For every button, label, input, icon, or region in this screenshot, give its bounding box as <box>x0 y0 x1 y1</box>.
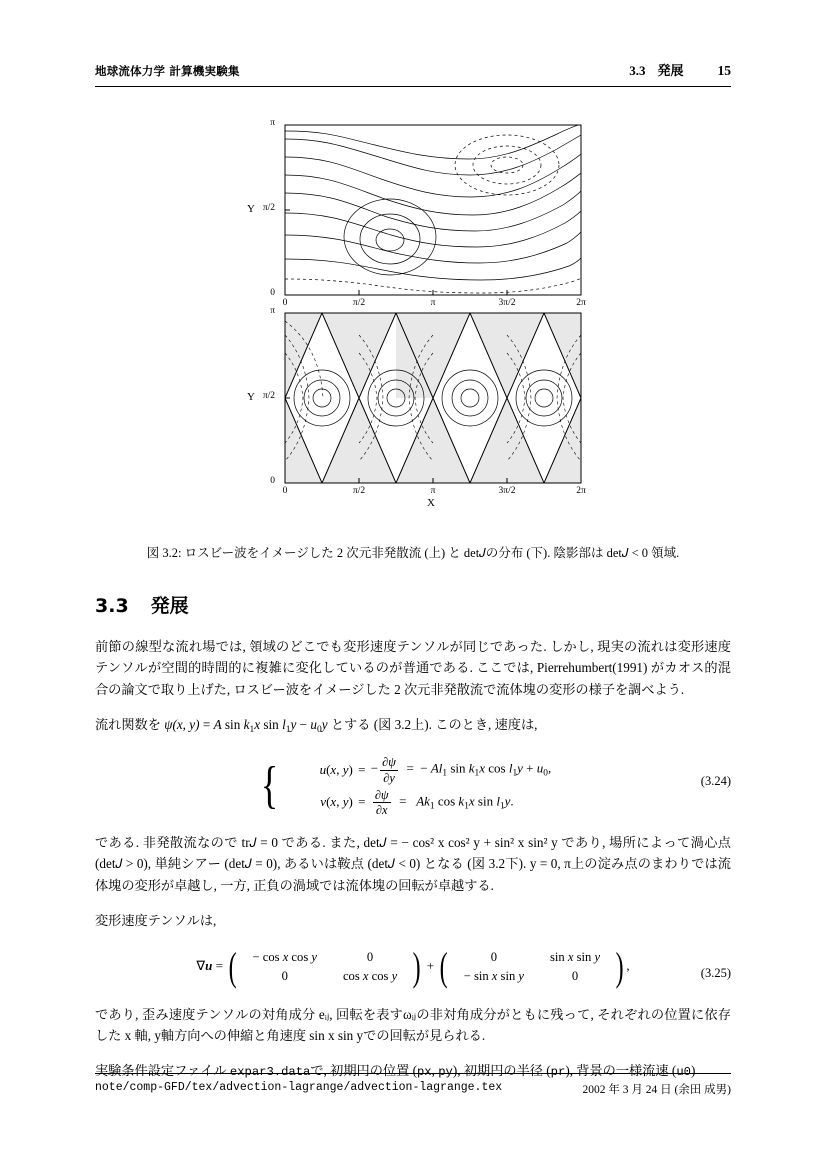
lower-ytick-pi: π <box>270 306 275 316</box>
upper-ytick-pi-half: π/2 <box>262 203 275 213</box>
page-footer <box>95 1073 731 1097</box>
equation-3-25-lhs: ∇u = <box>196 957 223 973</box>
figure-svg <box>95 113 731 513</box>
lower-xtick-2pi: 2π <box>576 486 586 496</box>
param-u0: u0 <box>676 1065 691 1080</box>
config-file-name: expar3.data <box>229 1065 311 1080</box>
equation-3-24-number: (3.24) <box>700 774 731 789</box>
figure-caption: 図 3.2: ロスビー波をイメージした 2 次元非発散流 (上) と det𝐽の分布 (下). 陰影部は det𝐽 < 0 領域. <box>146 546 680 560</box>
upper-ytick-pi: π <box>270 118 275 128</box>
paragraph-2-math: ψ <box>164 717 173 733</box>
equation-3-24-line-1: u(x, y) = − $\frac{\partial\psi}{\partial y}$ = − $Al_1$ $\sin k_1x$ $\cos l_1y + u_0$, <box>319 755 552 785</box>
lower-xtick-pi-half: π/2 <box>352 486 366 496</box>
footer-path <box>95 1081 582 1097</box>
figure-3-2 <box>95 113 731 561</box>
lower-x-axis-label: X <box>427 497 435 509</box>
lower-xtick-pi: π <box>430 486 436 496</box>
running-head-section-number: 3.3 <box>629 63 646 78</box>
paragraph-2: 流れ関数を ψ(x, y) = A $\sin k_1x$ $\sin l_1y - u_0y$ とする (図 3.2上). このとき, 速度は, <box>95 717 538 735</box>
param-pr: pr <box>550 1065 566 1080</box>
lower-ytick-zero: 0 <box>270 476 275 486</box>
upper-xtick-pi-half: π/2 <box>352 298 366 308</box>
equation-3-25-tail: , <box>626 957 630 973</box>
section-heading-title: 発展 <box>150 595 189 617</box>
section-heading-number: 3.3 <box>95 595 129 617</box>
lower-ytick-pi-half: π/2 <box>262 391 275 401</box>
equation-3-25-matrix-2: ( 0 sin x sin y − sin x sin y 0 ) <box>440 943 624 989</box>
equation-3-24-cases: { u(x, y) = − $\frac{\partial\psi}{\partial y}$ = − $Al_1$ $\sin k_1x$ $\cos l_1y + u_0$, v(x, y) = $\frac{\partial\psi}{\partial x}$ = $Ak_1$ $\cos k_1x$ $\sin l_1y$. <box>260 755 552 817</box>
lower-xtick-3pi-half: 3π/2 <box>498 486 516 496</box>
equation-3-25-plus: + <box>426 957 435 973</box>
lower-y-axis-label: Y <box>247 391 255 403</box>
footer-date: 2002 年 3 月 24 日 (余田 成男) <box>582 1084 731 1096</box>
paragraph-2-pre: 流れ関数を <box>95 717 161 733</box>
page-number: 15 <box>717 63 731 78</box>
paragraph-1: 前節の線型な流れ場では, 領域のどこでも変形速度テンソルが同じであった. しかし, 現実の流れは変形速度テンソルが空間的時間的に複雑に変化しているのが普通である. ここでは, Pierrehumbert(1991) がカオス的混合の論文で取り上げた, ロスビー波をイメージした 2 次元非発散流で流体塊の変形の様子を調べよう. <box>95 639 731 697</box>
upper-xtick-0: 0 <box>282 298 288 308</box>
lower-xtick-0: 0 <box>282 486 288 496</box>
equation-3-24-line-2: v(x, y) = $\frac{\partial\psi}{\partial x}$ = $Ak_1$ $\cos k_1x$ $\sin l_1y$. <box>320 787 514 817</box>
param-px: px <box>416 1065 432 1080</box>
paragraph-6-a: で, 初期円の位置 ( <box>310 1063 417 1079</box>
page-content <box>95 60 731 1097</box>
upper-y-axis-label: Y <box>247 203 255 215</box>
paragraph-6-comma: , <box>431 1063 439 1079</box>
paragraph-6-c: ), 背景の一様流速 ( <box>565 1063 677 1079</box>
upper-xtick-2pi: 2π <box>576 298 586 308</box>
paragraph-3: である. 非発散流なので tr𝐽 = 0 である. また, det𝐽 = − cos² x cos² y + sin² x sin² y であり, 場所によって渦心点 (det𝐽 > 0), 単純シアー (det𝐽 = 0), あるいは鞍点 (det𝐽 < 0) となる (図 3.2下). y = 0, π上の淀み点のまわりでは流体塊の変形が卓越し, 一方, 正負の渦域では流体塊の回転が卓越する. <box>95 835 731 893</box>
paragraph-6-b: ), 初期円の半径 ( <box>452 1063 551 1079</box>
running-head-title: 地球流体力学 計算機実験集 <box>95 64 240 78</box>
paragraph-4: 変形速度テンソルは, <box>95 913 217 929</box>
section-heading <box>95 591 731 618</box>
equation-3-25-matrix-1: ( − cos x cos y 0 0 cos x cos y ) <box>228 943 421 989</box>
paragraph-2-post: とする (図 3.2上). このとき, 速度は, <box>330 717 538 733</box>
figure-plot-area <box>95 113 731 513</box>
footer-path-text: note/comp-GFD/tex/advection-lagrange/advection-lagrange.tex <box>95 1081 503 1094</box>
paragraph-6-d: ) <box>690 1063 696 1079</box>
equation-3-24 <box>95 752 731 820</box>
param-py: py <box>438 1065 453 1080</box>
running-head <box>95 60 731 87</box>
running-head-section-title: 発展 <box>657 63 684 78</box>
equation-3-25 <box>95 943 731 989</box>
equation-3-25-number: (3.25) <box>700 965 731 980</box>
paragraph-6-pre: 実験条件設定ファイル <box>95 1063 227 1079</box>
paragraph-5: であり, 歪み速度テンソルの対角成分 eᵢⱼ, 回転を表すωᵢⱼの非対角成分がともに残って, それぞれの位置に依存した x 軸, y軸方向への伸縮と角速度 sin x sin yでの回転が見られる. <box>95 1006 731 1043</box>
upper-ytick-zero: 0 <box>270 288 275 298</box>
upper-xtick-pi: π <box>430 298 436 308</box>
running-head-section <box>629 60 683 79</box>
upper-xtick-3pi-half: 3π/2 <box>498 298 516 308</box>
